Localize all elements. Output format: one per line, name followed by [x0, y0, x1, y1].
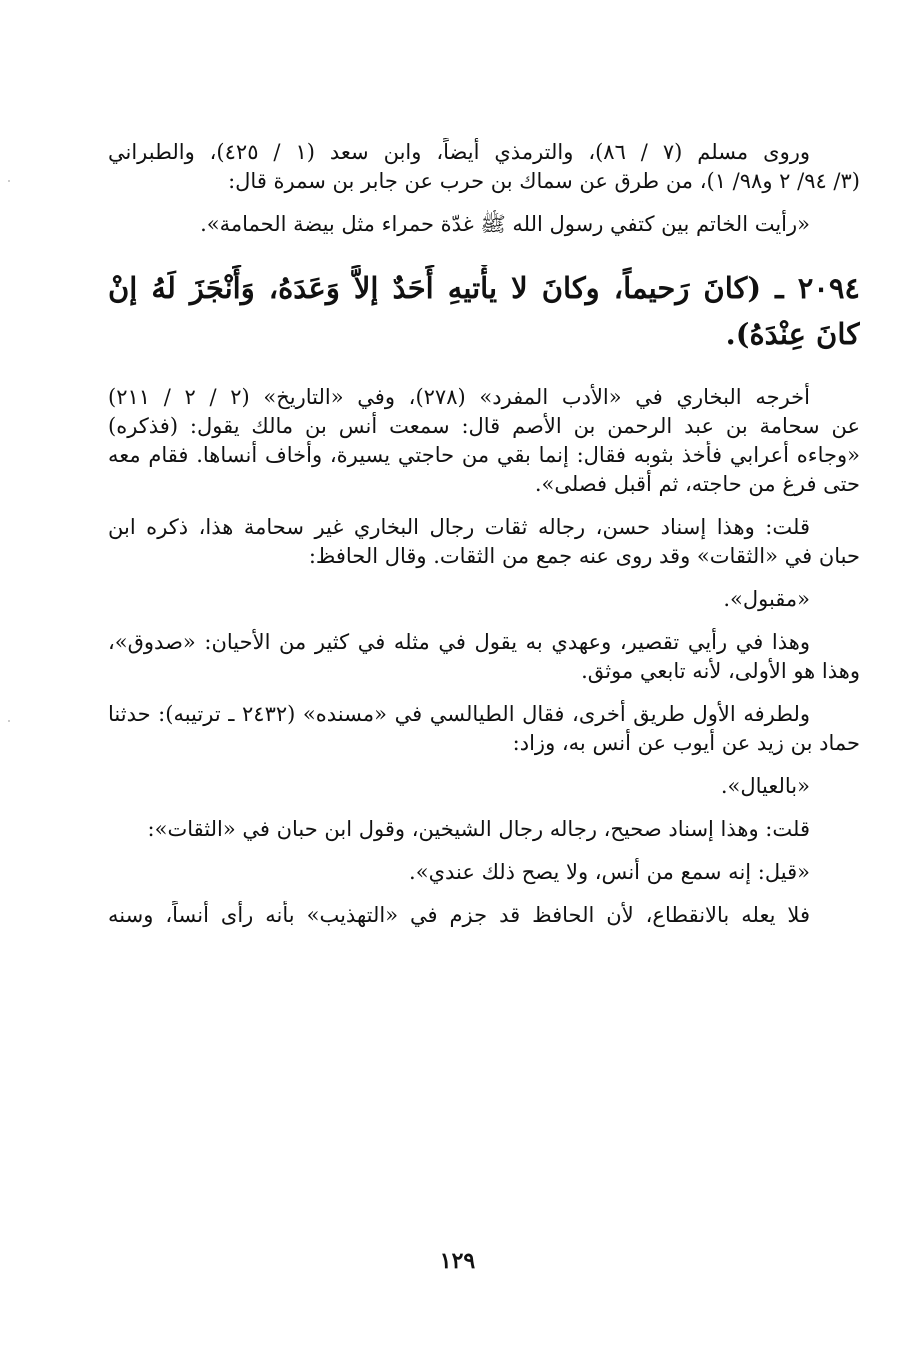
quote-paragraph — [108, 210, 860, 239]
text-line: «مقبول». — [723, 587, 810, 611]
comment-paragraph — [108, 513, 860, 571]
text-line: حتى فرغ من حاجته، ثم أقبل فصلى». — [534, 472, 860, 496]
text-line: وهذا هو الأولى، لأنه تابعي موثق. — [581, 659, 860, 683]
text-line: «قيل: إنه سمع من أنس، ولا يصح ذلك عندي». — [409, 860, 810, 884]
quote-paragraph — [108, 585, 860, 614]
takhrij-paragraph — [108, 383, 860, 499]
page-number: ١٢٩ — [439, 1248, 476, 1274]
comment-paragraph — [108, 815, 860, 844]
text-line: حماد بن زيد عن أيوب عن أنس به، وزاد: — [512, 731, 860, 755]
text-line: وهذا في رأيي تقصير، وعهدي به يقول في مثله في كثير من الأحيان: «صدوق»، — [108, 630, 810, 654]
text-line: قلت: وهذا إسناد حسن، رجاله ثقات رجال البخاري غير سحامة هذا، ذكره ابن — [108, 515, 810, 539]
text-line: فلا يعله بالانقطاع، لأن الحافظ قد جزم في «التهذيب» بأنه رأى أنساً، وسنه — [108, 903, 810, 927]
route-paragraph — [108, 700, 860, 758]
text-line: وروى مسلم (٧ / ٨٦)، والترمذي أيضاً، وابن سعد (١ / ٤٢٥)، والطبراني — [108, 140, 810, 164]
page-body — [108, 138, 860, 944]
hadith-line: كانَ عِنْدَهُ). — [725, 317, 860, 351]
quote-paragraph — [108, 772, 860, 801]
text-line: قلت: وهذا إسناد صحيح، رجاله رجال الشيخين، وقول ابن حبان في «الثقات»: — [147, 817, 810, 841]
scan-speck — [8, 180, 10, 182]
text-line: «وجاءه أعرابي فأخذ بثوبه فقال: إنما بقي من حاجتي يسيرة، وأخاف أنساها. فقام معه — [108, 443, 860, 467]
preceding-paragraph — [108, 138, 860, 196]
text-line: أخرجه البخاري في «الأدب المفرد» (٢٧٨)، وفي «التاريخ» (٢ / ٢ / ٢١١) — [108, 385, 810, 409]
text-line: ولطرفه الأول طريق أخرى، فقال الطيالسي في «مسنده» (٢٤٣٢ ـ ترتيبه): حدثنا — [108, 702, 810, 726]
text-line: حبان في «الثقات» وقد روى عنه جمع من الثقات. وقال الحافظ: — [308, 544, 860, 568]
hadith-line: ٢٠٩٤ ـ (كانَ رَحيماً، وكانَ لا يأْتيهِ أَحَدٌ إلاَّ وَعَدَهُ، وَأَنْجَزَ لَهُ إنْ — [108, 271, 860, 305]
quote-paragraph — [108, 858, 860, 887]
closing-paragraph — [108, 901, 860, 930]
text-line: عن سحامة بن عبد الرحمن بن الأصم قال: سمعت أنس بن مالك يقول: (فذكره) — [108, 414, 860, 438]
text-line: «بالعيال». — [720, 774, 810, 798]
comment-paragraph — [108, 628, 860, 686]
text-line: (٣/ ٩٤/ ٢ و٩٨/ ١)، من طرق عن سماك بن حرب عن جابر بن سمرة قال: — [228, 169, 860, 193]
text-line: «رأيت الخاتم بين كتفي رسول الله ﷺ غدّة حمراء مثل بيضة الحمامة». — [200, 212, 810, 236]
scan-speck — [8, 720, 10, 722]
hadith-heading — [108, 265, 860, 357]
